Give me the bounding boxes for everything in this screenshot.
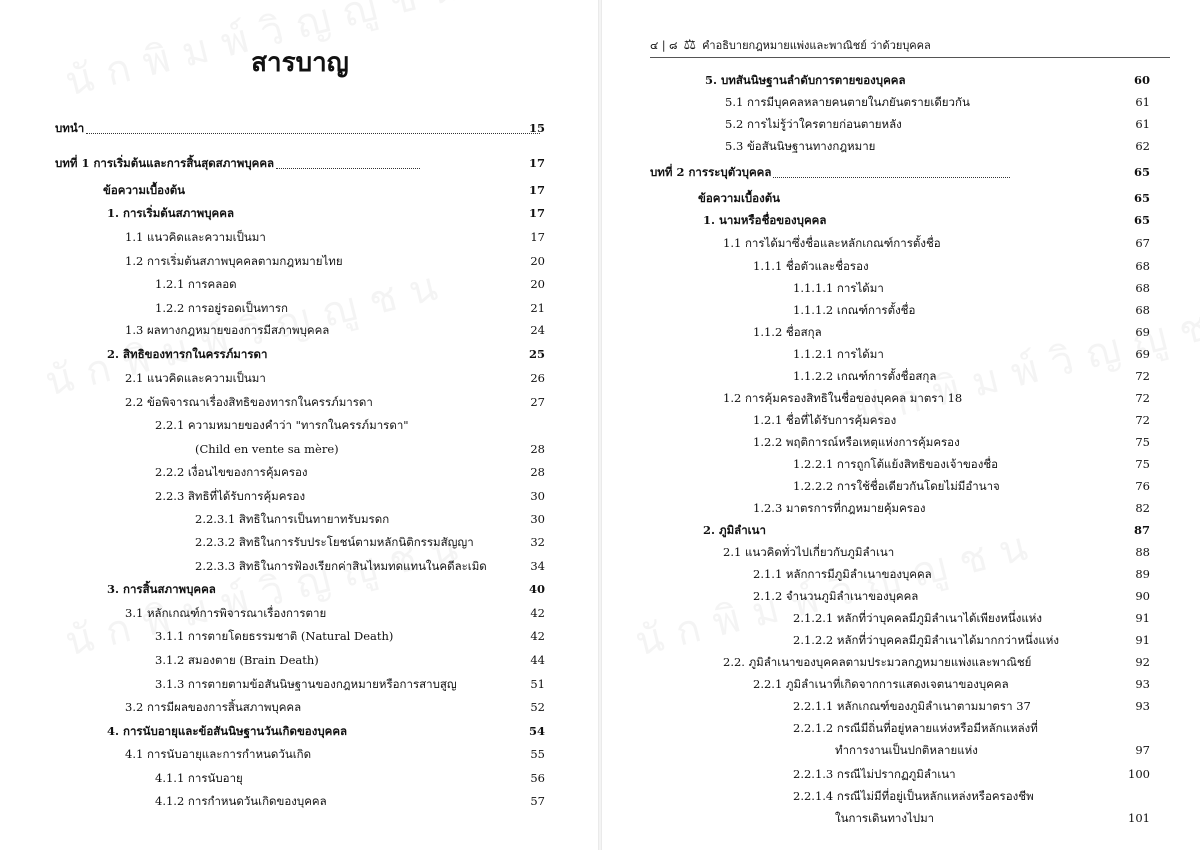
toc-entry-page: 28 <box>530 442 545 456</box>
toc-entry-title: 2.2.1 ความหมายของคำว่า "ทารกในครรภ์มารดา" <box>155 418 409 432</box>
toc-entry <box>650 652 1150 672</box>
toc-entry-page: 54 <box>528 724 545 738</box>
toc-entry-page: 24 <box>530 323 545 337</box>
toc-entry <box>650 233 1150 253</box>
toc-entry <box>55 486 545 506</box>
toc-entry-title: 1.2 การคุ้มครองสิทธิในชื่อของบุคคล มาตรา 18 <box>723 391 963 405</box>
toc-entry-title: 2.1 แนวคิดและความเป็นมา <box>125 371 266 385</box>
toc-entry-page: 57 <box>530 794 545 808</box>
toc-entry-title: 3.1.2 สมองตาย (Brain Death) <box>155 653 319 667</box>
toc-entry <box>55 153 545 173</box>
toc-entry-page: 69 <box>1135 325 1150 339</box>
toc-entry-title: 1.2.1 การคลอด <box>155 277 237 291</box>
toc-entry-page: 42 <box>530 606 545 620</box>
toc-entry-page: 27 <box>530 395 545 409</box>
toc-entry <box>55 320 545 340</box>
toc-entry-page: 30 <box>530 512 545 526</box>
toc-entry <box>55 579 545 599</box>
toc-entry-page: 90 <box>1135 589 1150 603</box>
toc-entry-title: 3.1 หลักเกณฑ์การพิจารณาเรื่องการตาย <box>125 606 327 620</box>
toc-entry-title: 4. การนับอายุและข้อสันนิษฐานวันเกิดของบุคคล <box>107 724 348 738</box>
toc-entry-page: 21 <box>530 301 545 315</box>
toc-entry-page: 68 <box>1135 303 1150 317</box>
toc-entry-title: 2.1.1 หลักการมีภูมิลำเนาของบุคคล <box>753 567 932 581</box>
toc-entry <box>55 768 545 788</box>
toc-entry-page: 40 <box>528 582 545 596</box>
toc-entry-page: 97 <box>1135 743 1150 757</box>
toc-entry <box>55 509 545 529</box>
toc-entry-title: 4.1.2 การกำหนดวันเกิดของบุคคล <box>155 794 327 808</box>
toc-entry-page: 76 <box>1135 479 1150 493</box>
toc-entry-page: 75 <box>1135 457 1150 471</box>
toc-entry <box>55 791 545 811</box>
toc-entry <box>650 740 1150 760</box>
toc-entry-page: 62 <box>1135 139 1150 153</box>
toc-entry <box>55 180 545 200</box>
dotted-leader <box>86 118 540 134</box>
toc-entry-title: ทำการงานเป็นปกติหลายแห่ง <box>835 743 978 757</box>
toc-entry-page: 65 <box>1133 191 1150 205</box>
toc-entry-page: 61 <box>1135 95 1150 109</box>
toc-entry-page: 34 <box>530 559 545 573</box>
toc-entry-page: 17 <box>528 206 545 220</box>
toc-entry-page: 55 <box>530 747 545 761</box>
toc-entry-title: 1.1.2.1 การได้มา <box>793 347 884 361</box>
toc-entry <box>55 227 545 247</box>
running-header <box>650 36 1170 58</box>
toc-entry-title: 1.3 ผลทางกฎหมายของการมีสภาพบุคคล <box>125 323 330 337</box>
toc-entry-page: 26 <box>530 371 545 385</box>
toc-entry-title: 1.1 การได้มาซึ่งชื่อและหลักเกณฑ์การตั้งชื่อ <box>723 236 941 250</box>
toc-entry-page: 56 <box>530 771 545 785</box>
toc-entry <box>650 586 1150 606</box>
toc-entry-title: 2.2.1.1 หลักเกณฑ์ของภูมิลำเนาตามมาตรา 37 <box>793 699 1031 713</box>
toc-entry <box>55 603 545 623</box>
toc-entry <box>650 322 1150 342</box>
toc-entry-title: 1.2.2.2 การใช้ชื่อเดียวกันโดยไม่มีอำนาจ <box>793 479 1000 493</box>
toc-entry-page: 61 <box>1135 117 1150 131</box>
toc-entry-title: 2.2.1.2 กรณีมีถิ่นที่อยู่หลายแห่งหรือมีหลักแหล่งที่ <box>793 721 1038 735</box>
toc-entry <box>55 721 545 741</box>
toc-entry-page: 25 <box>528 347 545 361</box>
dotted-leader <box>276 153 420 169</box>
toc-entry-page: 75 <box>1135 435 1150 449</box>
toc-entry-title: 1.1.2 ชื่อสกุล <box>753 325 822 339</box>
toc-entry <box>55 626 545 646</box>
toc-entry <box>55 118 545 138</box>
toc-entry-title: 1.1.2.2 เกณฑ์การตั้งชื่อสกุล <box>793 369 937 383</box>
toc-entry-title: 2.1.2.1 หลักที่ว่าบุคคลมีภูมิลำเนาได้เพียงหนึ่งแห่ง <box>793 611 1042 625</box>
toc-entry <box>650 366 1150 386</box>
toc-entry <box>650 718 1150 738</box>
toc-entry-title: ข้อความเบื้องต้น <box>103 183 186 197</box>
toc-entry <box>55 251 545 271</box>
toc-entry-title: 1.1.1 ชื่อตัวและชื่อรอง <box>753 259 869 273</box>
toc-entry-page: 51 <box>530 677 545 691</box>
toc-entry-page: 91 <box>1135 611 1150 625</box>
toc-entry-page: 42 <box>530 629 545 643</box>
page-number: ๔ | ๘ <box>650 39 678 52</box>
toc-entry-page: 92 <box>1135 655 1150 669</box>
toc-entry <box>650 476 1150 496</box>
toc-entry-title: 1.2 การเริ่มต้นสภาพบุคคลตามกฎหมายไทย <box>125 254 343 268</box>
toc-entry-title: 1.2.2 พฤติการณ์หรือเหตุแห่งการคุ้มครอง <box>753 435 960 449</box>
toc-entry <box>650 630 1150 650</box>
toc-entry-title: 2.1.2 จำนวนภูมิลำเนาของบุคคล <box>753 589 919 603</box>
toc-entry-page: 72 <box>1135 413 1150 427</box>
toc-entry <box>55 203 545 223</box>
toc-entry-title: 2.2.2 เงื่อนไขของการคุ้มครอง <box>155 465 308 479</box>
toc-entry-title: บทที่ 1 การเริ่มต้นและการสิ้นสุดสภาพบุคคล <box>55 156 275 170</box>
toc-entry-page: 72 <box>1135 391 1150 405</box>
toc-entry <box>650 564 1150 584</box>
toc-entry-title: 1.2.1 ชื่อที่ได้รับการคุ้มครอง <box>753 413 897 427</box>
toc-entry-title: 5.2 การไม่รู้ว่าใครตายก่อนตายหลัง <box>725 117 902 131</box>
toc-entry-title: 2.2.3.1 สิทธิในการเป็นทายาทรับมรดก <box>195 512 390 526</box>
toc-entry-title: 1. นามหรือชื่อของบุคคล <box>703 213 827 227</box>
toc-entry <box>55 674 545 694</box>
toc-entry <box>650 278 1150 298</box>
toc-entry-page: 88 <box>1135 545 1150 559</box>
toc-entry-title: 3.1.3 การตายตามข้อสันนิษฐานของกฎหมายหรือการสาบสูญ <box>155 677 457 691</box>
toc-entry-page: 65 <box>1133 165 1150 179</box>
toc-entry <box>650 136 1150 156</box>
toc-entry <box>650 114 1150 134</box>
right-page <box>600 0 1200 850</box>
toc-entry <box>55 274 545 294</box>
toc-entry-title: 2.2.1 ภูมิลำเนาที่เกิดจากการแสดงเจตนาของบุคคล <box>753 677 1009 691</box>
toc-entry-title: บทที่ 2 การระบุตัวบุคคล <box>650 165 772 179</box>
toc-entry-title: 2.2.3.3 สิทธิในการฟ้องเรียกค่าสินไหมทดแทนในคดีละเมิด <box>195 559 487 573</box>
toc-entry-title: 2.2.3.2 สิทธิในการรับประโยชน์ตามหลักนิติกรรมสัญญา <box>195 535 474 549</box>
toc-entry <box>650 410 1150 430</box>
dotted-leader <box>773 162 1010 178</box>
toc-title: สารบาญ <box>251 48 349 78</box>
toc-entry-title: 3.1.1 การตายโดยธรรมชาติ (Natural Death) <box>155 629 394 643</box>
toc-entry <box>55 697 545 717</box>
toc-entry-title: 2. ภูมิลำเนา <box>703 523 766 537</box>
toc-entry-page: 20 <box>530 277 545 291</box>
toc-entry <box>650 674 1150 694</box>
toc-entry-title: ข้อความเบื้องต้น <box>698 191 781 205</box>
toc-entry-title: 1.1.1.2 เกณฑ์การตั้งชื่อ <box>793 303 916 317</box>
toc-entry-title: 2.2.3 สิทธิที่ได้รับการคุ้มครอง <box>155 489 306 503</box>
toc-entry-page: 82 <box>1135 501 1150 515</box>
toc-entry-title: บทนำ <box>55 121 85 135</box>
toc-entry <box>55 344 545 364</box>
toc-entry <box>650 70 1150 90</box>
toc-entry-title: 2.1.2.2 หลักที่ว่าบุคคลมีภูมิลำเนาได้มากกว่าหนึ่งแห่ง <box>793 633 1059 647</box>
toc-entry-page: 67 <box>1135 236 1150 250</box>
toc-entry <box>650 188 1150 208</box>
toc-entry-title: ในการเดินทางไปมา <box>835 811 935 825</box>
toc-entry <box>55 439 545 459</box>
toc-entry-title: 1. การเริ่มต้นสภาพบุคคล <box>107 206 234 220</box>
toc-entry-title: 2.2.1.3 กรณีไม่ปรากฏภูมิลำเนา <box>793 767 956 781</box>
toc-entry-title: 1.1.1.1 การได้มา <box>793 281 884 295</box>
toc-entry <box>55 744 545 764</box>
toc-entry <box>55 392 545 412</box>
toc-entry-page: 65 <box>1133 213 1150 227</box>
toc-entry-title: 3. การสิ้นสภาพบุคคล <box>107 582 216 596</box>
toc-entry <box>650 786 1150 806</box>
toc-entry-title: 1.1 แนวคิดและความเป็นมา <box>125 230 266 244</box>
toc-entry-title: (Child en vente sa mère) <box>195 442 339 456</box>
toc-entry-page: 89 <box>1135 567 1150 581</box>
toc-entry <box>650 210 1150 230</box>
toc-entry <box>650 608 1150 628</box>
toc-entry-title: 2. สิทธิของทารกในครรภ์มารดา <box>107 347 268 361</box>
toc-entry <box>55 650 545 670</box>
toc-entry-page: 93 <box>1135 699 1150 713</box>
toc-entry-page: 17 <box>528 183 545 197</box>
toc-entry-page: 72 <box>1135 369 1150 383</box>
toc-entry <box>650 808 1150 828</box>
toc-entry <box>650 300 1150 320</box>
toc-entry <box>55 298 545 318</box>
toc-entry-page: 30 <box>530 489 545 503</box>
toc-entry-page: 15 <box>528 121 545 135</box>
toc-entry <box>55 556 545 576</box>
toc-entry <box>650 92 1150 112</box>
toc-entry-title: 3.2 การมีผลของการสิ้นสภาพบุคคล <box>125 700 302 714</box>
toc-entry <box>650 454 1150 474</box>
toc-entry-title: 1.2.3 มาตรการที่กฎหมายคุ้มครอง <box>753 501 926 515</box>
toc-entry-page: 52 <box>530 700 545 714</box>
toc-entry-page: 17 <box>528 156 545 170</box>
toc-entry <box>650 388 1150 408</box>
toc-entry-title: 2.1 แนวคิดทั่วไปเกี่ยวกับภูมิลำเนา <box>723 545 895 559</box>
running-title: คำอธิบายกฎหมายแพ่งและพาณิชย์ ว่าด้วยบุคคล <box>702 39 931 52</box>
toc-entry-page: 32 <box>530 535 545 549</box>
toc-entry-page: 100 <box>1128 767 1150 781</box>
toc-entry-title: 5.1 การมีบุคคลหลายคนตายในภยันตรายเดียวกัน <box>725 95 970 109</box>
toc-entry-title: 1.2.2 การอยู่รอดเป็นทารก <box>155 301 288 315</box>
toc-entry-title: 4.1 การนับอายุและการกำหนดวันเกิด <box>125 747 312 761</box>
toc-entry <box>650 764 1150 784</box>
toc-entry-title: 2.2 ข้อพิจารณาเรื่องสิทธิของทารกในครรภ์มารดา <box>125 395 373 409</box>
toc-entry <box>55 532 545 552</box>
toc-entry-title: 1.2.2.1 การถูกโต้แย้งสิทธิของเจ้าของชื่อ <box>793 457 999 471</box>
toc-entry-title: 2.2.1.4 กรณีไม่มีที่อยู่เป็นหลักแหล่งหรือครองชีพ <box>793 789 1034 803</box>
toc-entry <box>650 520 1150 540</box>
toc-entry-title: 5.3 ข้อสันนิษฐานทางกฎหมาย <box>725 139 876 153</box>
toc-entry <box>650 162 1150 182</box>
toc-entry <box>650 696 1150 716</box>
toc-entry-page: 69 <box>1135 347 1150 361</box>
toc-entry-page: 44 <box>530 653 545 667</box>
toc-entry-page: 28 <box>530 465 545 479</box>
toc-entry-page: 17 <box>530 230 545 244</box>
book-spine <box>598 0 602 850</box>
toc-entry-page: 91 <box>1135 633 1150 647</box>
toc-entry <box>55 462 545 482</box>
toc-entry-title: 5. บทสันนิษฐานลำดับการตายของบุคคล <box>705 73 906 87</box>
scale-icon: ⚖ <box>683 37 697 53</box>
toc-entry <box>55 415 545 435</box>
toc-entry-page: 60 <box>1133 73 1150 87</box>
toc-entry <box>650 256 1150 276</box>
toc-entry <box>55 368 545 388</box>
toc-entry <box>650 498 1150 518</box>
toc-entry-page: 68 <box>1135 259 1150 273</box>
toc-entry-page: 20 <box>530 254 545 268</box>
toc-entry-title: 4.1.1 การนับอายุ <box>155 771 243 785</box>
toc-entry-page: 93 <box>1135 677 1150 691</box>
toc-entry <box>650 344 1150 364</box>
toc-entry-page: 87 <box>1133 523 1150 537</box>
toc-entry-page: 101 <box>1128 811 1150 825</box>
toc-entry-title: 2.2. ภูมิลำเนาของบุคคลตามประมวลกฎหมายแพ่งและพาณิชย์ <box>723 655 1032 669</box>
toc-entry <box>650 542 1150 562</box>
toc-entry <box>650 432 1150 452</box>
toc-entry-page: 68 <box>1135 281 1150 295</box>
